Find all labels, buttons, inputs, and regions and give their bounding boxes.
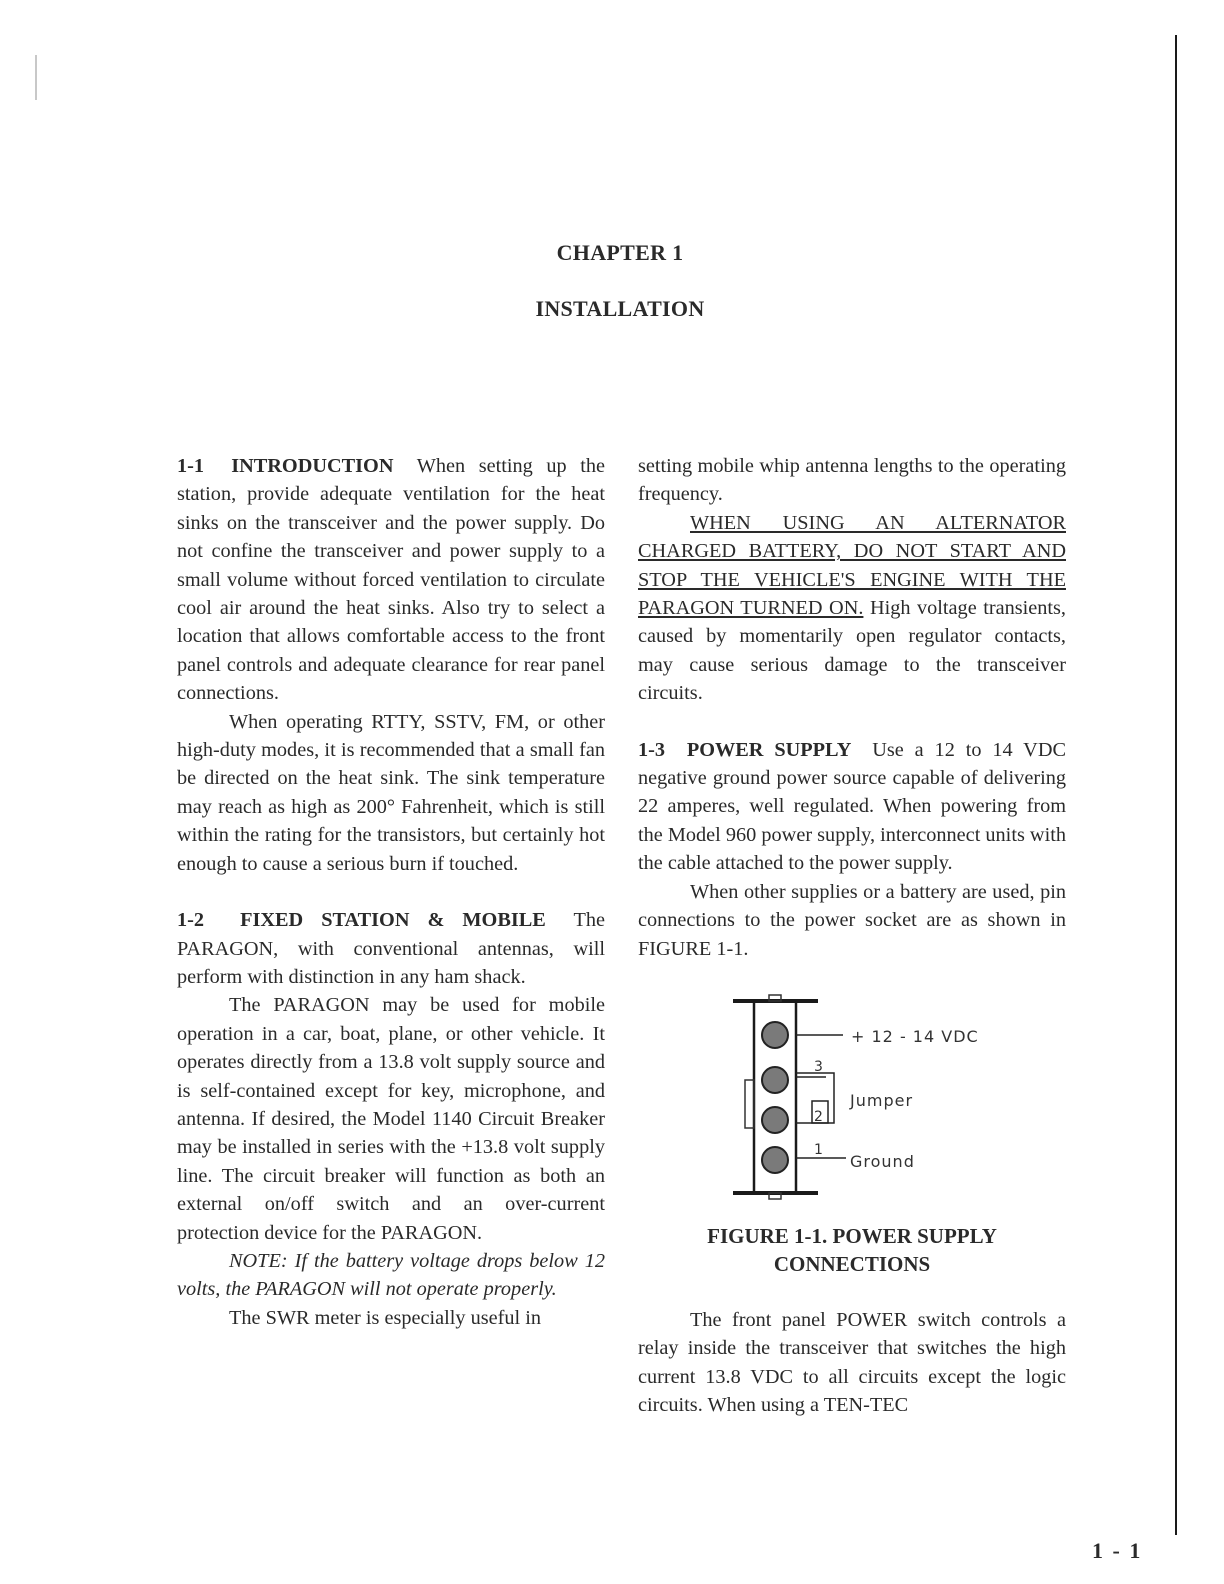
ground-label: Ground bbox=[850, 1151, 915, 1171]
section-title: POWER SUPPLY bbox=[686, 738, 852, 761]
paragraph: setting mobile whip antenna lengths to the operating frequency. bbox=[638, 455, 1066, 506]
pin-1-label: 1 bbox=[814, 1141, 824, 1158]
left-column bbox=[177, 452, 605, 1332]
paragraph: When operating RTTY, SSTV, FM, or other high-duty modes, it is recommended that a small fan be directed on the heat sink. The sink temperature may reach as high as 200° Fahrenheit, which is still within the rating for the transistors, but certainly hot enough to cause a serious burn if touched. bbox=[177, 710, 605, 875]
section-1-3 bbox=[638, 736, 1066, 878]
paragraph: Use a 12 to 14 VDC negative ground power source capable of delivering 22 amperes, well regulated. When powering from the Model 960 power supply, interconnect units with the cable attached to the power supply. bbox=[638, 738, 1067, 875]
section-1-2 bbox=[177, 906, 605, 991]
paragraph: High voltage transients, caused by momentarily open regulator contacts, may cause serious damage to the transceiver circuits. bbox=[638, 597, 1066, 705]
paragraph: The SWR meter is especially useful in bbox=[229, 1306, 542, 1329]
paragraph: The front panel POWER switch controls a relay inside the transceiver that switches the high current 13.8 VDC to all circuits except the logic circuits. When using a TEN-TEC bbox=[638, 1308, 1066, 1417]
chapter-number: CHAPTER 1 bbox=[556, 240, 684, 265]
right-column bbox=[638, 452, 1066, 1420]
section-number: 1-1 bbox=[177, 455, 205, 477]
binding-mark bbox=[35, 55, 37, 100]
warning-paragraph bbox=[638, 509, 1066, 708]
paragraph: When other supplies or a battery are used, pin connections to the power socket are as shown in FIGURE 1-1. bbox=[638, 880, 1066, 960]
paragraph: The PARAGON, with conventional antennas, will perform with distinction in any ham shack. bbox=[177, 909, 605, 988]
section-1-1 bbox=[177, 452, 605, 708]
pin-socket bbox=[762, 1022, 788, 1048]
pin-socket bbox=[762, 1067, 788, 1093]
page-number: 1 - 1 bbox=[1092, 1538, 1143, 1563]
section-title: INTRODUCTION bbox=[231, 455, 394, 477]
pin-3-label: 3 bbox=[814, 1058, 824, 1075]
pin-socket bbox=[762, 1107, 788, 1133]
section-title: FIXED STATION & MOBILE bbox=[240, 909, 546, 932]
paragraph: The PARAGON may be used for mobile operation in a car, boat, plane, or other vehicle. It operates directly from a 13.8 volt supply source and is self-contained except for key, microphone, and antenna. If desired, the Model 1140 Circuit Breaker may be installed in series with the +13.8 volt supply line. The circuit breaker will function as both an external on/off switch and an over-current protection device for the PARAGON. bbox=[177, 994, 605, 1244]
vdc-label: + 12 - 14 VDC bbox=[851, 1026, 979, 1046]
pin-socket bbox=[762, 1147, 788, 1173]
power-connector-figure bbox=[638, 993, 1066, 1208]
jumper-label: Jumper bbox=[850, 1090, 914, 1110]
section-number: 1-3 bbox=[638, 738, 666, 761]
pin-2-label: 2 bbox=[814, 1108, 824, 1125]
note: NOTE: If the battery voltage drops below 12 volts, the PARAGON will not operate properly. bbox=[177, 1249, 605, 1301]
chapter-title: INSTALLATION bbox=[535, 296, 705, 321]
section-number: 1-2 bbox=[177, 909, 205, 932]
warning-text: WHEN USING AN ALTERNATOR CHARGED BATTERY, DO NOT START AND STOP THE VEHICLE'S ENGINE WITH THE PARAGON TURNED ON. bbox=[638, 511, 1066, 620]
figure-caption: FIGURE 1-1. POWER SUPPLY CONNECTIONS bbox=[707, 1223, 997, 1276]
paragraph: When setting up the station, provide adequate ventilation for the heat sinks on the transceiver and the power supply. Do not confine the transceiver and power supply to a small volume without forced ventilation to circulate cool air around the heat sinks. Also try to select a location that allows comfortable access to the front panel controls and adequate clearance for rear panel connections. bbox=[177, 455, 605, 705]
